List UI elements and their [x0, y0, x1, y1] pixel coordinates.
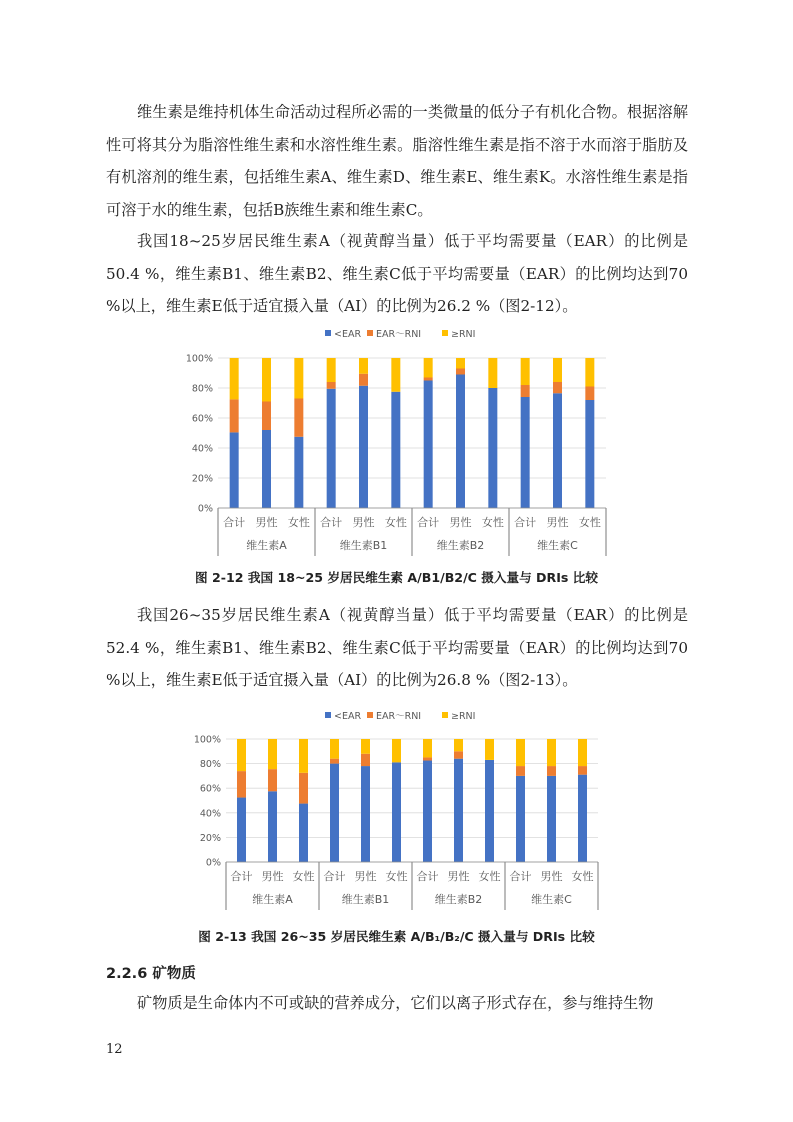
bar-segment [268, 791, 277, 862]
y-tick-label: 60% [191, 413, 213, 425]
bar-segment [423, 757, 432, 760]
legend-swatch [325, 712, 331, 718]
x-category-label: 男性 [447, 870, 470, 883]
bar-segment [578, 739, 587, 766]
x-category-label: 女性 [287, 516, 310, 529]
legend-label: ≥RNI [451, 711, 476, 722]
bar-segment [299, 804, 308, 862]
bar-segment [230, 432, 239, 508]
bar-segment [456, 358, 465, 369]
bar-segment [553, 393, 562, 508]
x-category-label: 男性 [354, 870, 377, 883]
legend-swatch [442, 330, 448, 336]
bar-segment [521, 358, 530, 385]
bar-segment [294, 358, 303, 399]
bar-segment [237, 771, 246, 797]
bar-segment [359, 386, 368, 508]
bar-segment [585, 358, 594, 387]
legend-swatch [442, 712, 448, 718]
bar-segment [547, 766, 556, 776]
y-tick-label: 80% [191, 383, 213, 395]
x-category-label: 合计 [323, 870, 346, 883]
x-category-label: 女性 [578, 516, 601, 529]
x-category-label: 女性 [481, 516, 504, 529]
bar-segment [330, 759, 339, 764]
bar-segment [424, 381, 433, 509]
section-heading: 2.2.6 矿物质 [106, 966, 196, 982]
bar-segment [299, 773, 308, 804]
legend-swatch [325, 330, 331, 336]
bar-segment [268, 739, 277, 769]
x-category-label: 女性 [478, 870, 501, 883]
x-category-label: 男性 [255, 516, 278, 529]
y-tick-label: 20% [199, 832, 221, 844]
y-tick-label: 100% [185, 353, 213, 365]
bar-segment [423, 761, 432, 862]
x-category-label: 男性 [449, 516, 472, 529]
bar-segment [361, 754, 370, 766]
y-tick-label: 20% [191, 473, 213, 485]
bar-segment [485, 739, 494, 760]
bar-segment [516, 766, 525, 776]
legend-label: ≥RNI [451, 329, 476, 340]
bar-segment [392, 739, 401, 762]
figure-caption-2-12: 图 2-12 我国 18~25 岁居民维生素 A/B1/B2/C 摄入量与 DRIs 比较 [195, 570, 598, 585]
age-26-35-paragraph: 我国26~35岁居民维生素A（视黄醇当量）低于平均需要量（EAR）的比例是52.4 %，维生素B1、维生素B2、维生素C低于平均需要量（EAR）的比例均达到70 %以上，维生素E低于适宜摄入量（AI）的比例为26.8 %（图2-13）。 [106, 606, 688, 690]
x-category-label: 合计 [230, 870, 253, 883]
bar-segment [262, 402, 271, 431]
bar-segment [361, 766, 370, 862]
x-category-label: 男性 [540, 870, 563, 883]
minerals-paragraph: 矿物质是生命体内不可或缺的营养成分，它们以离子形式存在，参与维持生物 [137, 994, 654, 1012]
bar-segment [294, 437, 303, 508]
bar-segment [359, 374, 368, 386]
x-group-label: 维生素B1 [339, 539, 388, 552]
bar-segment [391, 358, 400, 392]
bar-segment [578, 766, 587, 775]
bar-segment [488, 358, 497, 388]
bar-segment [578, 775, 587, 862]
bar-segment [230, 358, 239, 399]
bar-segment [391, 392, 400, 508]
bar-segment [585, 400, 594, 508]
x-group-label: 维生素C [531, 893, 572, 906]
bar-segment [454, 759, 463, 862]
x-group-label: 维生素B2 [436, 539, 485, 552]
bar-segment [553, 382, 562, 393]
bar-segment [392, 762, 401, 862]
x-category-label: 女性 [384, 516, 407, 529]
x-group-label: 维生素A [252, 893, 293, 906]
bar-segment [516, 776, 525, 862]
bar-segment [424, 358, 433, 378]
bar-segment [262, 430, 271, 508]
bar-segment [262, 358, 271, 402]
legend-label: EAR～RNI [376, 711, 422, 722]
x-category-label: 男性 [261, 870, 284, 883]
bar-segment [456, 369, 465, 375]
x-category-label: 男性 [546, 516, 569, 529]
bar-segment [294, 399, 303, 437]
y-tick-label: 60% [199, 783, 221, 795]
bar-segment [585, 387, 594, 401]
bar-segment [454, 739, 463, 751]
bar-segment [521, 397, 530, 508]
x-category-label: 女性 [571, 870, 594, 883]
x-group-label: 维生素C [537, 539, 578, 552]
figure-caption-2-13: 图 2-13 我国 26~35 岁居民维生素 A/B₁/B₂/C 摄入量与 DRIs 比较 [198, 929, 595, 944]
y-tick-label: 0% [197, 503, 213, 515]
bar-segment [237, 739, 246, 771]
page-number: 12 [106, 1042, 123, 1057]
chart-18-25 [170, 320, 620, 565]
bar-segment [553, 358, 562, 382]
x-category-label: 合计 [223, 516, 246, 529]
legend-label: EAR～RNI [376, 329, 422, 340]
x-group-label: 维生素A [246, 539, 287, 552]
legend-swatch [367, 712, 373, 718]
bar-segment [237, 798, 246, 862]
bar-segment [230, 399, 239, 432]
x-category-label: 合计 [509, 870, 532, 883]
x-category-label: 合计 [416, 870, 439, 883]
bar-segment [268, 769, 277, 791]
legend-label: <EAR [334, 711, 362, 722]
bar-segment [424, 378, 433, 381]
x-group-label: 维生素B1 [341, 893, 390, 906]
x-category-label: 男性 [352, 516, 375, 529]
bar-segment [547, 739, 556, 766]
bar-segment [299, 739, 308, 773]
bar-segment [516, 739, 525, 766]
legend-label: <EAR [334, 329, 362, 340]
x-group-label: 维生素B2 [434, 893, 483, 906]
x-category-label: 女性 [292, 870, 315, 883]
bar-segment [330, 739, 339, 759]
bar-segment [454, 751, 463, 758]
bar-segment [327, 358, 336, 382]
y-tick-label: 0% [205, 857, 221, 869]
chart-26-35 [170, 703, 620, 948]
bar-segment [521, 385, 530, 397]
bar-segment [423, 739, 432, 757]
bar-segment [361, 739, 370, 754]
bar-segment [488, 388, 497, 508]
y-tick-label: 80% [199, 759, 221, 771]
bar-segment [485, 760, 494, 862]
bar-segment [359, 358, 368, 374]
bar-segment [456, 375, 465, 509]
x-category-label: 合计 [417, 516, 440, 529]
bar-segment [547, 776, 556, 862]
y-tick-label: 100% [193, 734, 221, 746]
x-category-label: 合计 [514, 516, 537, 529]
legend-swatch [367, 330, 373, 336]
intro-paragraph: 维生素是维持机体生命活动过程所必需的一类微量的低分子有机化合物。根据溶解性可将其分为脂溶性维生素和水溶性维生素。脂溶性维生素是指不溶于水而溶于脂肪及有机溶剂的维生素，包括维生素A、维生素D、维生素E、维生素K。水溶性维生素是指可溶于水的维生素，包括B族维生素和维生素C。 [106, 103, 688, 219]
x-category-label: 女性 [385, 870, 408, 883]
y-tick-label: 40% [191, 443, 213, 455]
age-18-25-paragraph: 我国18~25岁居民维生素A（视黄醇当量）低于平均需要量（EAR）的比例是50.4 %，维生素B1、维生素B2、维生素C低于平均需要量（EAR）的比例均达到70 %以上，维生素E低于适宜摄入量（AI）的比例为26.2 %（图2-12）。 [106, 232, 688, 316]
bar-segment [330, 764, 339, 862]
x-category-label: 合计 [320, 516, 343, 529]
bar-segment [327, 382, 336, 389]
y-tick-label: 40% [199, 808, 221, 820]
bar-segment [327, 389, 336, 508]
